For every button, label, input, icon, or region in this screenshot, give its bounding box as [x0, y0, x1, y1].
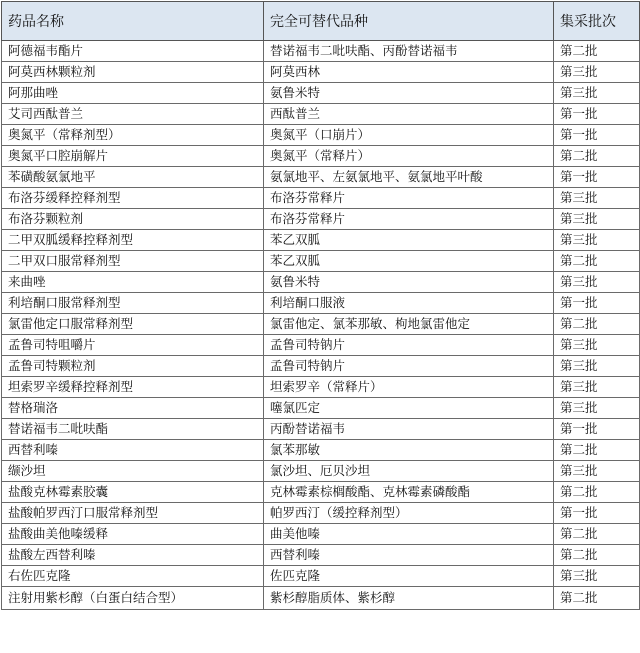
table-row [2, 377, 640, 398]
table-row [2, 188, 640, 209]
cell-batch: 第三批 [554, 230, 640, 251]
cell-batch: 第二批 [554, 251, 640, 272]
cell-drug-name: 盐酸克林霉素胶囊 [2, 482, 264, 503]
table-row [2, 209, 640, 230]
cell-drug-name: 奥氮平（常释剂型） [2, 125, 264, 146]
cell-substitute: 氨鲁米特 [264, 83, 554, 104]
cell-batch: 第一批 [554, 167, 640, 188]
header-substitute: 完全可替代品种 [264, 2, 554, 41]
cell-substitute: 布洛芬常释片 [264, 209, 554, 230]
cell-batch: 第二批 [554, 587, 640, 610]
table-row [2, 251, 640, 272]
table-row [2, 524, 640, 545]
table-row [2, 62, 640, 83]
cell-drug-name: 盐酸帕罗西汀口服常释剂型 [2, 503, 264, 524]
header-batch: 集采批次 [554, 2, 640, 41]
cell-substitute: 帕罗西汀（缓控释剂型） [264, 503, 554, 524]
cell-substitute: 坦索罗辛（常释片） [264, 377, 554, 398]
table-row [2, 146, 640, 167]
drug-substitution-table [1, 1, 640, 610]
cell-substitute: 氨氯地平、左氨氯地平、氨氯地平叶酸 [264, 167, 554, 188]
table-row [2, 566, 640, 587]
cell-substitute: 利培酮口服液 [264, 293, 554, 314]
cell-batch: 第三批 [554, 377, 640, 398]
cell-drug-name: 替诺福韦二吡呋酯 [2, 419, 264, 440]
cell-batch: 第三批 [554, 356, 640, 377]
table-row [2, 503, 640, 524]
cell-drug-name: 布洛芬缓释控释剂型 [2, 188, 264, 209]
cell-substitute: 噻氯匹定 [264, 398, 554, 419]
cell-drug-name: 二甲双口服常释剂型 [2, 251, 264, 272]
cell-batch: 第一批 [554, 503, 640, 524]
table-row [2, 335, 640, 356]
cell-drug-name: 盐酸左西替利嗪 [2, 545, 264, 566]
header-row [2, 2, 640, 41]
cell-drug-name: 替格瑞洛 [2, 398, 264, 419]
cell-substitute: 氨鲁米特 [264, 272, 554, 293]
table-row [2, 104, 640, 125]
table-row [2, 545, 640, 566]
table-row [2, 293, 640, 314]
cell-drug-name: 注射用紫杉醇（白蛋白结合型） [2, 587, 264, 610]
cell-drug-name: 苯磺酸氨氯地平 [2, 167, 264, 188]
table-row [2, 41, 640, 62]
cell-drug-name: 孟鲁司特咀嚼片 [2, 335, 264, 356]
cell-batch: 第三批 [554, 272, 640, 293]
cell-substitute: 丙酚替诺福韦 [264, 419, 554, 440]
table-row [2, 125, 640, 146]
table-row [2, 356, 640, 377]
cell-drug-name: 利培酮口服常释剂型 [2, 293, 264, 314]
cell-substitute: 奥氮平（常释片） [264, 146, 554, 167]
table-row [2, 419, 640, 440]
cell-batch: 第三批 [554, 398, 640, 419]
table-header [2, 2, 640, 41]
table-row [2, 587, 640, 610]
cell-batch: 第三批 [554, 209, 640, 230]
cell-substitute: 苯乙双胍 [264, 230, 554, 251]
cell-batch: 第三批 [554, 461, 640, 482]
cell-batch: 第二批 [554, 41, 640, 62]
cell-drug-name: 阿那曲唑 [2, 83, 264, 104]
cell-drug-name: 坦索罗辛缓释控释剂型 [2, 377, 264, 398]
cell-drug-name: 盐酸曲美他嗪缓释 [2, 524, 264, 545]
cell-substitute: 孟鲁司特钠片 [264, 356, 554, 377]
cell-batch: 第一批 [554, 104, 640, 125]
cell-substitute: 奥氮平（口崩片） [264, 125, 554, 146]
cell-substitute: 西替利嗪 [264, 545, 554, 566]
table-row [2, 314, 640, 335]
cell-drug-name: 二甲双胍缓释控释剂型 [2, 230, 264, 251]
cell-substitute: 苯乙双胍 [264, 251, 554, 272]
cell-substitute: 替诺福韦二吡呋酯、丙酚替诺福韦 [264, 41, 554, 62]
table-row [2, 83, 640, 104]
cell-batch: 第二批 [554, 146, 640, 167]
table-row [2, 272, 640, 293]
cell-drug-name: 阿德福韦酯片 [2, 41, 264, 62]
cell-batch: 第一批 [554, 125, 640, 146]
cell-drug-name: 艾司西酞普兰 [2, 104, 264, 125]
table-row [2, 461, 640, 482]
cell-batch: 第一批 [554, 419, 640, 440]
cell-batch: 第二批 [554, 524, 640, 545]
cell-substitute: 氯雷他定、氯苯那敏、枸地氯雷他定 [264, 314, 554, 335]
cell-drug-name: 西替利嗪 [2, 440, 264, 461]
cell-batch: 第三批 [554, 83, 640, 104]
cell-substitute: 布洛芬常释片 [264, 188, 554, 209]
cell-batch: 第三批 [554, 62, 640, 83]
cell-drug-name: 奥氮平口腔崩解片 [2, 146, 264, 167]
cell-batch: 第三批 [554, 188, 640, 209]
cell-substitute: 紫杉醇脂质体、紫杉醇 [264, 587, 554, 610]
cell-drug-name: 布洛芬颗粒剂 [2, 209, 264, 230]
cell-substitute: 曲美他嗪 [264, 524, 554, 545]
cell-batch: 第三批 [554, 566, 640, 587]
cell-batch: 第一批 [554, 293, 640, 314]
header-drug-name: 药品名称 [2, 2, 264, 41]
table-body [2, 41, 640, 610]
table-row [2, 398, 640, 419]
cell-batch: 第二批 [554, 545, 640, 566]
cell-drug-name: 来曲唑 [2, 272, 264, 293]
cell-substitute: 孟鲁司特钠片 [264, 335, 554, 356]
cell-substitute: 克林霉素棕榈酸酯、克林霉素磷酸酯 [264, 482, 554, 503]
cell-substitute: 氯苯那敏 [264, 440, 554, 461]
cell-drug-name: 氯雷他定口服常释剂型 [2, 314, 264, 335]
cell-batch: 第二批 [554, 314, 640, 335]
table-row [2, 230, 640, 251]
cell-batch: 第二批 [554, 440, 640, 461]
cell-substitute: 阿莫西林 [264, 62, 554, 83]
cell-substitute: 氯沙坦、厄贝沙坦 [264, 461, 554, 482]
cell-substitute: 西酞普兰 [264, 104, 554, 125]
table-row [2, 167, 640, 188]
cell-drug-name: 孟鲁司特颗粒剂 [2, 356, 264, 377]
table-row [2, 440, 640, 461]
cell-drug-name: 缬沙坦 [2, 461, 264, 482]
cell-drug-name: 阿莫西林颗粒剂 [2, 62, 264, 83]
cell-drug-name: 右佐匹克隆 [2, 566, 264, 587]
table-row [2, 482, 640, 503]
cell-batch: 第三批 [554, 335, 640, 356]
cell-batch: 第二批 [554, 482, 640, 503]
cell-substitute: 佐匹克隆 [264, 566, 554, 587]
